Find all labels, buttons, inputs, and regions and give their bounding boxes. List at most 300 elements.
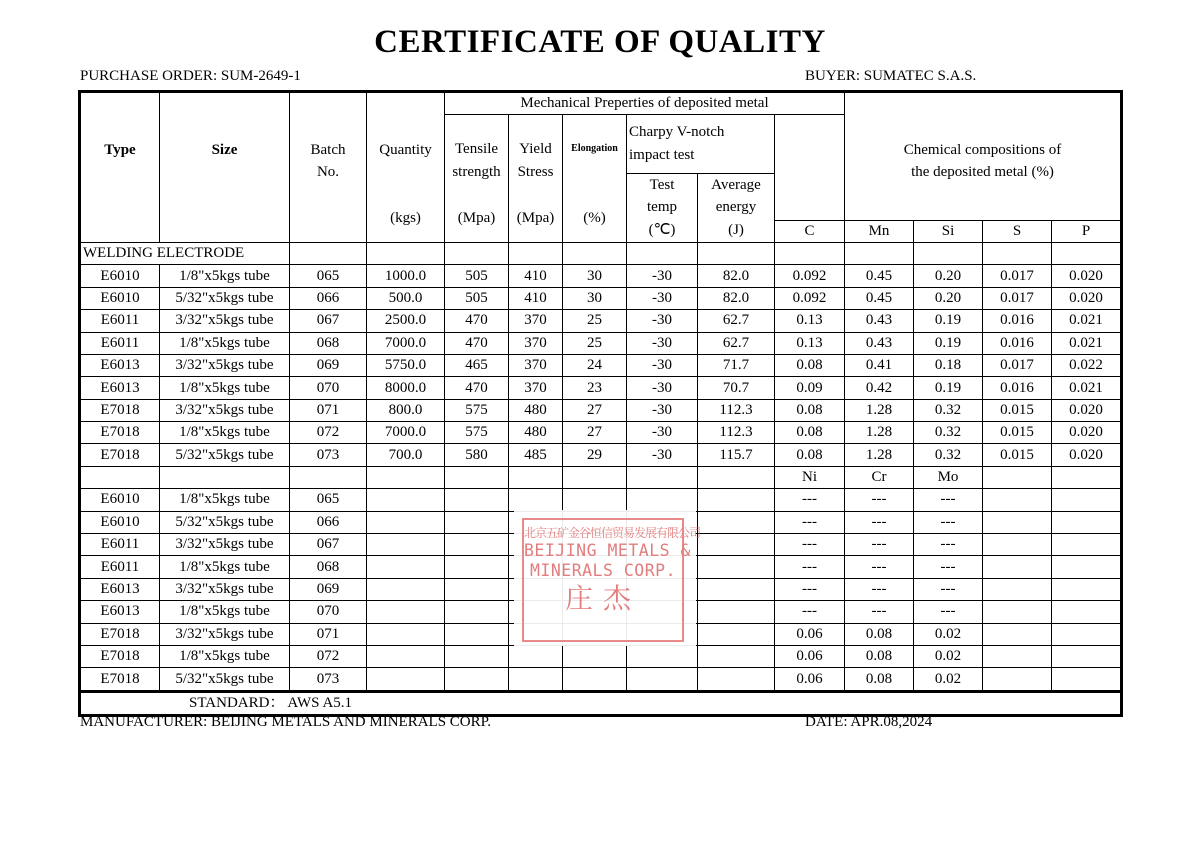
cell-ni: --- xyxy=(775,534,845,556)
empty-cell xyxy=(445,578,509,600)
empty-cell xyxy=(367,466,445,488)
empty-cell xyxy=(445,623,509,645)
cell-si: 0.32 xyxy=(914,399,983,421)
cell-type: E7018 xyxy=(80,422,160,444)
cell-batch: 073 xyxy=(290,444,367,466)
cell-size: 5/32"x5kgs tube xyxy=(160,444,290,466)
table-row xyxy=(80,310,1122,332)
cell-type: E7018 xyxy=(80,646,160,668)
cell-size: 3/32"x5kgs tube xyxy=(160,310,290,332)
table-row xyxy=(80,265,1122,287)
cell-batch: 073 xyxy=(290,668,367,691)
cell-size: 1/8"x5kgs tube xyxy=(160,265,290,287)
empty-cell xyxy=(1052,242,1122,264)
header-elongation: Elongation (%) xyxy=(563,115,627,243)
cell-mo: --- xyxy=(914,511,983,533)
company-stamp: 北京五矿金谷恒信贸易发展有限公司 BEIJING METALS & MINERALS CORP. 庄杰 xyxy=(514,510,696,646)
header-element-mn: Mn xyxy=(845,220,914,242)
cell-batch: 072 xyxy=(290,422,367,444)
cell-size: 3/32"x5kgs tube xyxy=(160,354,290,376)
cell-s: 0.016 xyxy=(983,332,1052,354)
cell-ni: --- xyxy=(775,578,845,600)
cell-si: 0.19 xyxy=(914,332,983,354)
cell-yield: 480 xyxy=(509,422,563,444)
cell-type: E6010 xyxy=(80,287,160,309)
cell-p: 0.021 xyxy=(1052,377,1122,399)
purchase-order: PURCHASE ORDER: SUM-2649-1 xyxy=(80,68,301,84)
cell-mo: --- xyxy=(914,601,983,623)
cell-elongation: 27 xyxy=(563,399,627,421)
cell-energy: 62.7 xyxy=(698,310,775,332)
cell-quantity: 8000.0 xyxy=(367,377,445,399)
empty-cell xyxy=(698,646,775,668)
cell-type: E6010 xyxy=(80,265,160,287)
cell-size: 3/32"x5kgs tube xyxy=(160,399,290,421)
table-row xyxy=(80,332,1122,354)
empty-cell xyxy=(983,511,1052,533)
cell-type: E6013 xyxy=(80,601,160,623)
cell-cr: --- xyxy=(845,578,914,600)
table-row xyxy=(80,489,1122,511)
cell-cr: --- xyxy=(845,489,914,511)
cell-ni: --- xyxy=(775,511,845,533)
cell-si: 0.32 xyxy=(914,422,983,444)
cell-ni: 0.06 xyxy=(775,623,845,645)
header-element-p: P xyxy=(1052,220,1122,242)
cell-mn: 1.28 xyxy=(845,399,914,421)
empty-cell xyxy=(367,601,445,623)
cell-batch: 069 xyxy=(290,578,367,600)
cell-test-temp: -30 xyxy=(627,265,698,287)
cell-energy: 82.0 xyxy=(698,265,775,287)
cell-energy: 62.7 xyxy=(698,332,775,354)
empty-cell xyxy=(563,466,627,488)
empty-cell xyxy=(983,668,1052,691)
cell-mo: --- xyxy=(914,578,983,600)
empty-cell xyxy=(627,489,698,511)
cell-mo: 0.02 xyxy=(914,668,983,691)
cell-elongation: 25 xyxy=(563,310,627,332)
empty-cell xyxy=(983,466,1052,488)
empty-cell xyxy=(627,668,698,691)
cell-batch: 068 xyxy=(290,556,367,578)
empty-cell xyxy=(160,466,290,488)
cell-ni: --- xyxy=(775,556,845,578)
cell-elongation: 24 xyxy=(563,354,627,376)
empty-cell xyxy=(509,646,563,668)
empty-cell xyxy=(290,242,367,264)
empty-cell xyxy=(845,242,914,264)
empty-cell xyxy=(1052,578,1122,600)
cell-test-temp: -30 xyxy=(627,310,698,332)
cell-mo: --- xyxy=(914,489,983,511)
empty-cell xyxy=(627,242,698,264)
empty-cell xyxy=(914,242,983,264)
cell-cr: 0.08 xyxy=(845,646,914,668)
cell-ni: --- xyxy=(775,601,845,623)
cell-c: 0.092 xyxy=(775,265,845,287)
cell-mo: 0.02 xyxy=(914,623,983,645)
cell-elongation: 23 xyxy=(563,377,627,399)
empty-cell xyxy=(290,466,367,488)
cell-cr: 0.08 xyxy=(845,623,914,645)
empty-cell xyxy=(1052,668,1122,691)
cell-batch: 071 xyxy=(290,399,367,421)
header-element-c: C xyxy=(775,220,845,242)
cell-tensile: 575 xyxy=(445,399,509,421)
empty-cell xyxy=(775,242,845,264)
cell-type: E6011 xyxy=(80,332,160,354)
header-batch: Batch No. xyxy=(290,92,367,243)
cell-mn: 0.41 xyxy=(845,354,914,376)
empty-cell xyxy=(367,623,445,645)
empty-cell xyxy=(563,242,627,264)
cell-type: E6013 xyxy=(80,354,160,376)
empty-cell xyxy=(80,466,160,488)
empty-cell xyxy=(983,578,1052,600)
cell-test-temp: -30 xyxy=(627,332,698,354)
header-element-ni: Ni xyxy=(775,466,845,488)
cell-size: 1/8"x5kgs tube xyxy=(160,377,290,399)
table-row xyxy=(80,444,1122,466)
cell-elongation: 25 xyxy=(563,332,627,354)
cell-elongation: 30 xyxy=(563,265,627,287)
cell-p: 0.020 xyxy=(1052,265,1122,287)
cell-yield: 370 xyxy=(509,377,563,399)
cell-si: 0.20 xyxy=(914,265,983,287)
header-element-s: S xyxy=(983,220,1052,242)
cell-tensile: 470 xyxy=(445,377,509,399)
empty-cell xyxy=(698,578,775,600)
cell-size: 3/32"x5kgs tube xyxy=(160,578,290,600)
cell-batch: 071 xyxy=(290,623,367,645)
cell-mn: 0.45 xyxy=(845,287,914,309)
cell-mo: --- xyxy=(914,534,983,556)
empty-cell xyxy=(983,601,1052,623)
header-size: Size xyxy=(160,92,290,243)
empty-cell xyxy=(1052,601,1122,623)
cell-mn: 0.43 xyxy=(845,310,914,332)
empty-cell xyxy=(698,668,775,691)
cell-ni: 0.06 xyxy=(775,668,845,691)
cell-type: E7018 xyxy=(80,399,160,421)
cell-si: 0.19 xyxy=(914,377,983,399)
table-row xyxy=(80,354,1122,376)
empty-cell xyxy=(367,242,445,264)
cell-size: 1/8"x5kgs tube xyxy=(160,489,290,511)
cell-batch: 069 xyxy=(290,354,367,376)
cell-c: 0.08 xyxy=(775,354,845,376)
empty-cell xyxy=(698,556,775,578)
cell-quantity: 700.0 xyxy=(367,444,445,466)
cell-test-temp: -30 xyxy=(627,377,698,399)
standard-row xyxy=(80,691,1122,715)
cell-s: 0.015 xyxy=(983,399,1052,421)
cell-size: 1/8"x5kgs tube xyxy=(160,422,290,444)
cell-p: 0.020 xyxy=(1052,444,1122,466)
cell-elongation: 30 xyxy=(563,287,627,309)
table-row xyxy=(80,377,1122,399)
header-charpy: Charpy V-notch impact test xyxy=(627,115,775,173)
cell-type: E6011 xyxy=(80,534,160,556)
cell-size: 5/32"x5kgs tube xyxy=(160,668,290,691)
cell-size: 1/8"x5kgs tube xyxy=(160,601,290,623)
cell-size: 5/32"x5kgs tube xyxy=(160,511,290,533)
empty-cell xyxy=(367,534,445,556)
cell-c: 0.13 xyxy=(775,332,845,354)
cell-size: 3/32"x5kgs tube xyxy=(160,534,290,556)
cell-type: E7018 xyxy=(80,444,160,466)
cell-s: 0.017 xyxy=(983,287,1052,309)
cell-p: 0.021 xyxy=(1052,332,1122,354)
empty-cell xyxy=(563,489,627,511)
cell-mn: 0.43 xyxy=(845,332,914,354)
cell-quantity: 5750.0 xyxy=(367,354,445,376)
empty-cell xyxy=(698,489,775,511)
cell-tensile: 580 xyxy=(445,444,509,466)
cell-energy: 112.3 xyxy=(698,399,775,421)
empty-cell xyxy=(367,489,445,511)
cell-batch: 067 xyxy=(290,310,367,332)
empty-cell xyxy=(367,578,445,600)
empty-cell xyxy=(983,556,1052,578)
empty-cell xyxy=(445,646,509,668)
empty-cell xyxy=(1052,489,1122,511)
empty-cell xyxy=(509,668,563,691)
cell-p: 0.020 xyxy=(1052,399,1122,421)
cell-quantity: 7000.0 xyxy=(367,332,445,354)
cell-batch: 068 xyxy=(290,332,367,354)
cell-batch: 066 xyxy=(290,287,367,309)
cell-quantity: 800.0 xyxy=(367,399,445,421)
empty-cell xyxy=(445,534,509,556)
cell-cr: --- xyxy=(845,556,914,578)
cell-mn: 0.45 xyxy=(845,265,914,287)
cell-c: 0.08 xyxy=(775,422,845,444)
header-mechanical: Mechanical Preperties of deposited metal xyxy=(445,92,845,115)
cell-yield: 370 xyxy=(509,354,563,376)
empty-cell xyxy=(698,466,775,488)
cell-mo: 0.02 xyxy=(914,646,983,668)
cell-cr: --- xyxy=(845,511,914,533)
cell-p: 0.022 xyxy=(1052,354,1122,376)
empty-cell xyxy=(445,242,509,264)
cell-ni: 0.06 xyxy=(775,646,845,668)
cell-s: 0.015 xyxy=(983,444,1052,466)
cell-s: 0.016 xyxy=(983,310,1052,332)
empty-cell xyxy=(445,489,509,511)
empty-cell xyxy=(1052,646,1122,668)
cell-yield: 370 xyxy=(509,310,563,332)
cell-yield: 370 xyxy=(509,332,563,354)
empty-cell xyxy=(445,556,509,578)
cell-quantity: 2500.0 xyxy=(367,310,445,332)
empty-cell xyxy=(1052,511,1122,533)
header-tensile: Tensile strength (Mpa) xyxy=(445,115,509,243)
header-average-energy: Average energy (J) xyxy=(698,173,775,242)
empty-cell xyxy=(627,466,698,488)
cell-c: 0.09 xyxy=(775,377,845,399)
cell-energy: 82.0 xyxy=(698,287,775,309)
cell-size: 1/8"x5kgs tube xyxy=(160,646,290,668)
empty-cell xyxy=(698,511,775,533)
cell-mo: --- xyxy=(914,556,983,578)
cell-mn: 0.42 xyxy=(845,377,914,399)
empty-cell xyxy=(563,668,627,691)
cell-s: 0.017 xyxy=(983,354,1052,376)
header-quantity: Quantity (kgs) xyxy=(367,92,445,243)
cell-si: 0.18 xyxy=(914,354,983,376)
empty-cell xyxy=(445,511,509,533)
empty-cell xyxy=(445,668,509,691)
cell-batch: 072 xyxy=(290,646,367,668)
empty-cell xyxy=(367,511,445,533)
header-test-temp: Test temp (℃) xyxy=(627,173,698,242)
cell-type: E7018 xyxy=(80,623,160,645)
empty-cell xyxy=(367,646,445,668)
empty-cell xyxy=(627,646,698,668)
cell-yield: 410 xyxy=(509,265,563,287)
date: DATE: APR.08,2024 xyxy=(805,714,933,730)
empty-cell xyxy=(698,242,775,264)
table-row xyxy=(80,668,1122,691)
empty-cell xyxy=(1052,466,1122,488)
cell-yield: 485 xyxy=(509,444,563,466)
cell-batch: 070 xyxy=(290,601,367,623)
cell-test-temp: -30 xyxy=(627,422,698,444)
header-chemical: Chemical compositions of the deposited metal (%) xyxy=(845,92,1122,221)
cell-c: 0.08 xyxy=(775,444,845,466)
cell-test-temp: -30 xyxy=(627,444,698,466)
cell-mn: 1.28 xyxy=(845,422,914,444)
cell-cr: --- xyxy=(845,534,914,556)
empty-cell xyxy=(983,242,1052,264)
cell-si: 0.32 xyxy=(914,444,983,466)
table-row xyxy=(80,287,1122,309)
empty-cell xyxy=(1052,534,1122,556)
cell-batch: 070 xyxy=(290,377,367,399)
cell-size: 5/32"x5kgs tube xyxy=(160,287,290,309)
cell-type: E6011 xyxy=(80,310,160,332)
cell-ni: --- xyxy=(775,489,845,511)
cell-energy: 115.7 xyxy=(698,444,775,466)
cell-si: 0.19 xyxy=(914,310,983,332)
cell-type: E7018 xyxy=(80,668,160,691)
empty-cell xyxy=(367,556,445,578)
cell-cr: --- xyxy=(845,601,914,623)
cell-type: E6010 xyxy=(80,511,160,533)
document-title: CERTIFICATE OF QUALITY xyxy=(374,24,826,60)
cell-batch: 065 xyxy=(290,265,367,287)
cell-type: E6013 xyxy=(80,578,160,600)
cell-c: 0.13 xyxy=(775,310,845,332)
cell-energy: 112.3 xyxy=(698,422,775,444)
cell-tensile: 465 xyxy=(445,354,509,376)
empty-cell xyxy=(983,534,1052,556)
header-element-cr: Cr xyxy=(845,466,914,488)
empty-cell xyxy=(1052,556,1122,578)
cell-type: E6010 xyxy=(80,489,160,511)
cell-s: 0.016 xyxy=(983,377,1052,399)
cell-type: E6011 xyxy=(80,556,160,578)
cell-size: 1/8"x5kgs tube xyxy=(160,332,290,354)
cell-tensile: 470 xyxy=(445,310,509,332)
cell-c: 0.092 xyxy=(775,287,845,309)
cell-tensile: 505 xyxy=(445,265,509,287)
cell-size: 1/8"x5kgs tube xyxy=(160,556,290,578)
empty-cell xyxy=(445,466,509,488)
cell-yield: 410 xyxy=(509,287,563,309)
empty-cell xyxy=(509,242,563,264)
cell-test-temp: -30 xyxy=(627,354,698,376)
empty-cell xyxy=(983,623,1052,645)
standard-label: STANDARD： AWS A5.1 xyxy=(80,691,1122,715)
empty-cell xyxy=(698,623,775,645)
section-row xyxy=(80,242,1122,264)
section-label: WELDING ELECTRODE xyxy=(80,242,290,264)
cell-si: 0.20 xyxy=(914,287,983,309)
cell-cr: 0.08 xyxy=(845,668,914,691)
cell-s: 0.015 xyxy=(983,422,1052,444)
cell-yield: 480 xyxy=(509,399,563,421)
cell-quantity: 7000.0 xyxy=(367,422,445,444)
header-yield: Yield Stress (Mpa) xyxy=(509,115,563,243)
cell-type: E6013 xyxy=(80,377,160,399)
cell-tensile: 470 xyxy=(445,332,509,354)
manufacturer: MANUFACTURER: BEIJING METALS AND MINERALS CORP. xyxy=(80,714,492,730)
table-row xyxy=(80,422,1122,444)
header-element-si: Si xyxy=(914,220,983,242)
header-element-mo: Mo xyxy=(914,466,983,488)
cell-energy: 70.7 xyxy=(698,377,775,399)
table-row xyxy=(80,399,1122,421)
empty-cell xyxy=(1052,623,1122,645)
cell-test-temp: -30 xyxy=(627,399,698,421)
empty-cell xyxy=(367,668,445,691)
cell-p: 0.020 xyxy=(1052,422,1122,444)
cell-test-temp: -30 xyxy=(627,287,698,309)
buyer: BUYER: SUMATEC S.A.S. xyxy=(805,68,977,84)
cell-energy: 71.7 xyxy=(698,354,775,376)
empty-cell xyxy=(563,646,627,668)
empty-cell xyxy=(698,534,775,556)
header-type: Type xyxy=(80,92,160,243)
empty-cell xyxy=(698,601,775,623)
empty-cell xyxy=(509,489,563,511)
element-header-row-2 xyxy=(80,466,1122,488)
cell-p: 0.020 xyxy=(1052,287,1122,309)
cell-s: 0.017 xyxy=(983,265,1052,287)
empty-cell xyxy=(509,466,563,488)
empty-cell xyxy=(445,601,509,623)
cell-elongation: 27 xyxy=(563,422,627,444)
cell-tensile: 575 xyxy=(445,422,509,444)
cell-elongation: 29 xyxy=(563,444,627,466)
cell-quantity: 1000.0 xyxy=(367,265,445,287)
cell-tensile: 505 xyxy=(445,287,509,309)
table-row xyxy=(80,646,1122,668)
cell-mn: 1.28 xyxy=(845,444,914,466)
cell-size: 3/32"x5kgs tube xyxy=(160,623,290,645)
cell-c: 0.08 xyxy=(775,399,845,421)
cell-batch: 067 xyxy=(290,534,367,556)
cell-batch: 066 xyxy=(290,511,367,533)
cell-batch: 065 xyxy=(290,489,367,511)
empty-cell xyxy=(983,646,1052,668)
cell-quantity: 500.0 xyxy=(367,287,445,309)
cell-p: 0.021 xyxy=(1052,310,1122,332)
empty-cell xyxy=(983,489,1052,511)
